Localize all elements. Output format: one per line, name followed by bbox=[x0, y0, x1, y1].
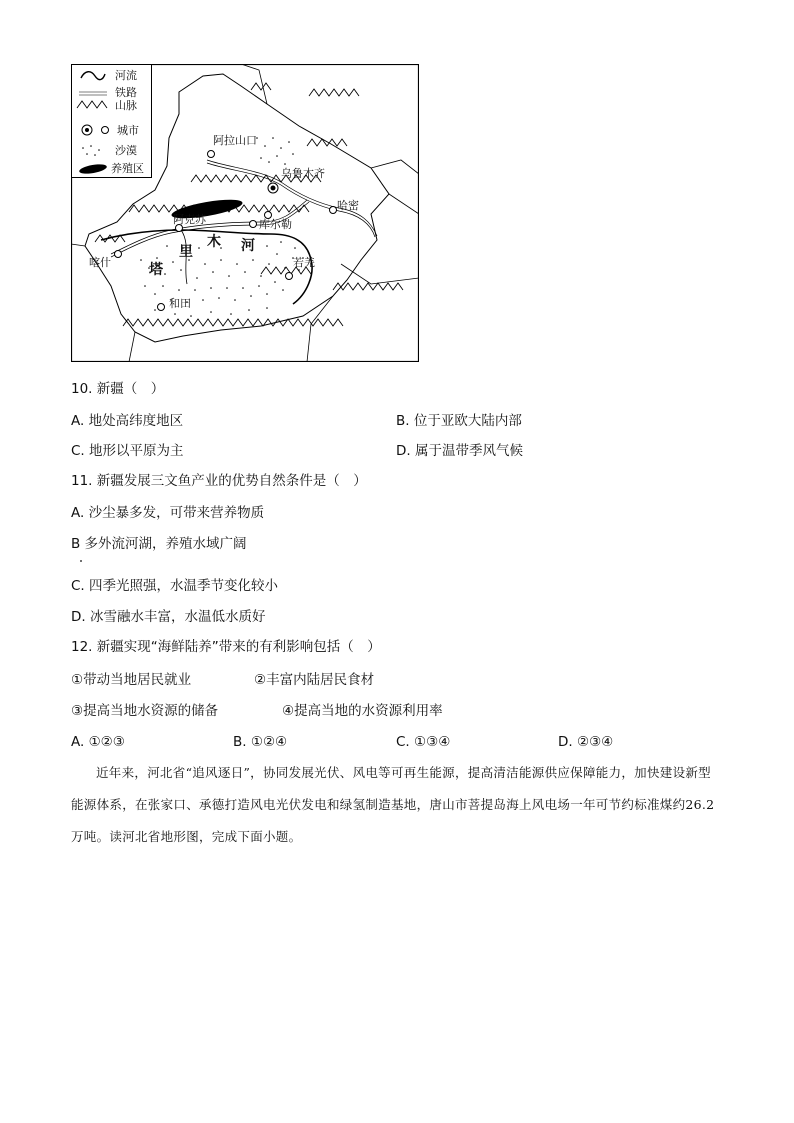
question-12-stem: 12. 新疆实现“海鲜陆养”带来的有利影响包括（ ） bbox=[71, 639, 381, 655]
legend-desert: 沙漠 bbox=[115, 144, 137, 157]
q12-statement-3: ③提高当地水资源的储备 bbox=[71, 703, 219, 719]
question-11-stem: 11. 新疆发展三文鱼产业的优势自然条件是（ ） bbox=[71, 473, 367, 489]
river-name-char-2: 里 bbox=[179, 244, 193, 260]
stray-dot bbox=[80, 560, 82, 562]
q10-option-b[interactable]: B. 位于亚欧大陆内部 bbox=[396, 413, 522, 429]
q11-option-d[interactable]: D. 冰雪融水丰富，水温低水质好 bbox=[71, 609, 266, 625]
legend-railway: 铁路 bbox=[115, 86, 137, 99]
city-label-urumqi: 乌鲁木齐 bbox=[281, 167, 325, 180]
xinjiang-map bbox=[71, 64, 419, 362]
city-label-hami: 哈密 bbox=[337, 199, 359, 212]
q11-option-b[interactable]: B 多外流河湖，养殖水域广阔 bbox=[71, 536, 247, 552]
q11-option-a[interactable]: A. 沙尘暴多发，可带来营养物质 bbox=[71, 505, 265, 521]
legend-breeding: 养殖区 bbox=[111, 162, 144, 175]
city-label-ruoqiang: 若羌 bbox=[293, 256, 315, 269]
q12-option-a[interactable]: A. ①②③ bbox=[71, 734, 125, 750]
city-label-kashgar: 喀什 bbox=[89, 256, 111, 269]
q11-option-c[interactable]: C. 四季光照强，水温季节变化较小 bbox=[71, 578, 279, 594]
q12-statement-2: ②丰富内陆居民食材 bbox=[254, 672, 375, 688]
city-label-korla: 库尔勒 bbox=[259, 218, 292, 231]
river-name-char-1: 塔 bbox=[149, 262, 163, 278]
q12-option-b[interactable]: B. ①②④ bbox=[233, 734, 288, 750]
city-legend-icon bbox=[102, 127, 109, 134]
reading-passage: 近年来，河北省“追风逐日”，协同发展光伏、风电等可再生能源，提高清洁能源供应保障能力，加快建设新型能源体系，在张家口、承德打造风电光伏发电和绿氢制造基地，唐山市菩提岛海上风电场一年可节约标准煤约26.2万吨。读河北省地形图，完成下面小题。 bbox=[71, 765, 715, 844]
river-name-char-4: 河 bbox=[241, 238, 255, 254]
question-10-stem: 10. 新疆（ ） bbox=[71, 381, 165, 397]
river-name-char-3: 木 bbox=[207, 234, 221, 250]
city-label-aksu: 阿克苏 bbox=[173, 213, 206, 226]
city-label-alashankou: 阿拉山口 bbox=[213, 134, 257, 147]
q12-option-c[interactable]: C. ①③④ bbox=[396, 734, 451, 750]
legend-city: 城市 bbox=[117, 124, 139, 137]
q12-statement-4: ④提高当地的水资源利用率 bbox=[282, 703, 443, 719]
q10-option-a[interactable]: A. 地处高纬度地区 bbox=[71, 413, 184, 429]
q12-option-d[interactable]: D. ②③④ bbox=[558, 734, 614, 750]
legend-mountain: 山脉 bbox=[115, 99, 137, 112]
q12-statement-1: ①带动当地居民就业 bbox=[71, 672, 192, 688]
legend-river: 河流 bbox=[115, 69, 137, 82]
map-legend bbox=[72, 65, 152, 178]
q10-option-d[interactable]: D. 属于温带季风气候 bbox=[396, 443, 523, 459]
city-label-hotan: 和田 bbox=[169, 297, 191, 310]
q10-option-c[interactable]: C. 地形以平原为主 bbox=[71, 443, 184, 459]
